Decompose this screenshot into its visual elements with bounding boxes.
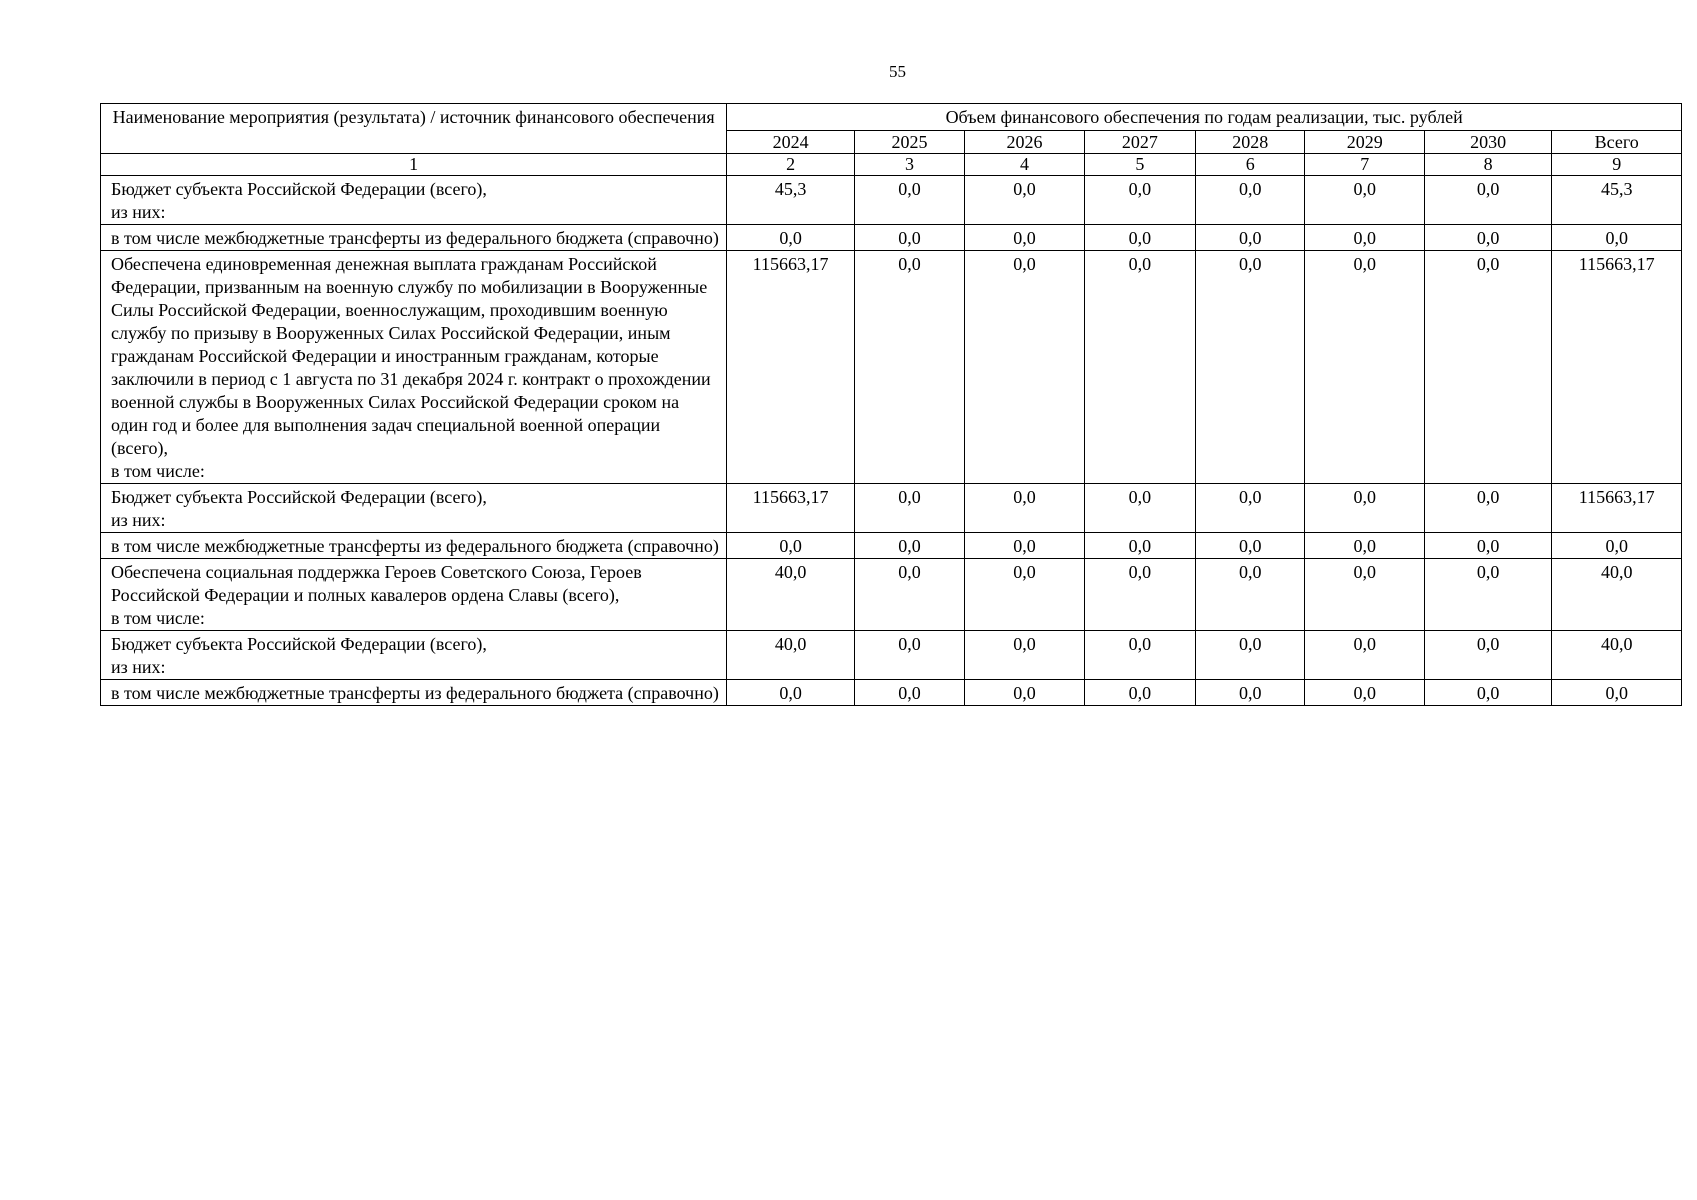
table-row [101,631,1682,680]
row-name-cell: Бюджет субъекта Российской Федерации (всего), из них: [101,484,727,533]
year-value-cell: 0,0 [1424,631,1551,680]
total-value-cell: 40,0 [1552,559,1682,631]
row-name-cell: Бюджет субъекта Российской Федерации (всего), из них: [101,631,727,680]
table-row [101,251,1682,484]
year-value-cell: 0,0 [1424,533,1551,559]
year-value-cell: 0,0 [854,680,964,706]
year-value-cell: 0,0 [1084,680,1195,706]
year-value-cell: 0,0 [1305,631,1424,680]
year-value-cell: 45,3 [727,176,854,225]
year-value-cell: 115663,17 [727,484,854,533]
year-value-cell: 0,0 [965,251,1084,484]
year-value-cell: 0,0 [1424,559,1551,631]
year-header: 2028 [1196,131,1305,154]
table-row [101,559,1682,631]
year-value-cell: 0,0 [1305,484,1424,533]
year-value-cell: 0,0 [854,225,964,251]
total-value-cell: 0,0 [1552,680,1682,706]
year-value-cell: 0,0 [1305,251,1424,484]
year-value-cell: 0,0 [1424,484,1551,533]
year-value-cell: 0,0 [1196,533,1305,559]
year-value-cell: 0,0 [965,484,1084,533]
column-number: 9 [1552,154,1682,176]
year-value-cell: 0,0 [1424,251,1551,484]
header-group-cell: Объем финансового обеспечения по годам реализации, тыс. рублей [727,104,1682,131]
row-name-cell: в том числе межбюджетные трансферты из федерального бюджета (справочно) [101,225,727,251]
year-header: 2030 [1424,131,1551,154]
year-header: 2025 [854,131,964,154]
year-value-cell: 0,0 [1084,484,1195,533]
column-number: 8 [1424,154,1551,176]
year-value-cell: 40,0 [727,559,854,631]
column-number: 2 [727,154,854,176]
row-name-cell: Обеспечена единовременная денежная выплата гражданам Российской Федерации, призванным на военную службу по мобилизации в Вооруженные Силы Российской Федерации, военнослужащим, проходившим военную службу по призыву в Вооруженных Силах Российской Федерации, иным гражданам Российской Федерации и иностранным гражданам, которые заключили в период с 1 августа по 31 декабря 2024 г. контракт о прохождении военной службы в Вооруженных Силах Российской Федерации сроком на один год и более для выполнения задач специальной военной операции (всего), в том числе: [101,251,727,484]
table-row [101,225,1682,251]
column-number: 3 [854,154,964,176]
year-value-cell: 40,0 [727,631,854,680]
year-value-cell: 0,0 [1305,176,1424,225]
year-value-cell: 0,0 [1196,631,1305,680]
financing-table [100,103,1682,706]
table-row [101,533,1682,559]
row-name-cell: в том числе межбюджетные трансферты из федерального бюджета (справочно) [101,533,727,559]
year-value-cell: 0,0 [1196,176,1305,225]
total-value-cell: 115663,17 [1552,251,1682,484]
year-value-cell: 0,0 [965,559,1084,631]
year-value-cell: 0,0 [965,225,1084,251]
year-value-cell: 0,0 [965,631,1084,680]
year-value-cell: 0,0 [965,533,1084,559]
year-value-cell: 0,0 [1084,631,1195,680]
total-value-cell: 115663,17 [1552,484,1682,533]
column-number: 6 [1196,154,1305,176]
row-name-cell: Бюджет субъекта Российской Федерации (всего), из них: [101,176,727,225]
total-value-cell: 0,0 [1552,533,1682,559]
header-row [101,104,1682,131]
year-value-cell: 0,0 [1084,533,1195,559]
total-value-cell: 0,0 [1552,225,1682,251]
year-value-cell: 0,0 [1196,225,1305,251]
total-header: Всего [1552,131,1682,154]
year-value-cell: 115663,17 [727,251,854,484]
table-body [101,176,1682,706]
year-value-cell: 0,0 [1084,225,1195,251]
year-value-cell: 0,0 [1084,176,1195,225]
table-row [101,680,1682,706]
column-number: 7 [1305,154,1424,176]
column-number: 1 [101,154,727,176]
year-value-cell: 0,0 [1084,559,1195,631]
year-header: 2029 [1305,131,1424,154]
year-value-cell: 0,0 [854,484,964,533]
table-row [101,176,1682,225]
year-value-cell: 0,0 [1196,251,1305,484]
year-value-cell: 0,0 [1305,559,1424,631]
year-value-cell: 0,0 [727,680,854,706]
column-numbers-row [101,154,1682,176]
row-name-cell: в том числе межбюджетные трансферты из федерального бюджета (справочно) [101,680,727,706]
year-header: 2024 [727,131,854,154]
row-name-cell: Обеспечена социальная поддержка Героев Советского Союза, Героев Российской Федерации и полных кавалеров ордена Славы (всего), в том числе: [101,559,727,631]
year-header: 2026 [965,131,1084,154]
total-value-cell: 40,0 [1552,631,1682,680]
table-row [101,484,1682,533]
year-value-cell: 0,0 [1305,533,1424,559]
year-value-cell: 0,0 [965,680,1084,706]
header-name-cell: Наименование мероприятия (результата) / источник финансового обеспечения [101,104,727,154]
year-value-cell: 0,0 [727,225,854,251]
year-value-cell: 0,0 [965,176,1084,225]
column-number: 4 [965,154,1084,176]
total-value-cell: 45,3 [1552,176,1682,225]
year-value-cell: 0,0 [1305,680,1424,706]
year-value-cell: 0,0 [1424,176,1551,225]
page-number: 55 [889,62,906,81]
year-value-cell: 0,0 [1424,225,1551,251]
year-value-cell: 0,0 [1084,251,1195,484]
year-header: 2027 [1084,131,1195,154]
year-value-cell: 0,0 [854,533,964,559]
year-value-cell: 0,0 [854,631,964,680]
year-value-cell: 0,0 [1196,559,1305,631]
year-value-cell: 0,0 [727,533,854,559]
year-value-cell: 0,0 [854,251,964,484]
year-value-cell: 0,0 [854,176,964,225]
year-value-cell: 0,0 [854,559,964,631]
year-value-cell: 0,0 [1424,680,1551,706]
year-value-cell: 0,0 [1196,484,1305,533]
year-value-cell: 0,0 [1305,225,1424,251]
column-number: 5 [1084,154,1195,176]
year-value-cell: 0,0 [1196,680,1305,706]
